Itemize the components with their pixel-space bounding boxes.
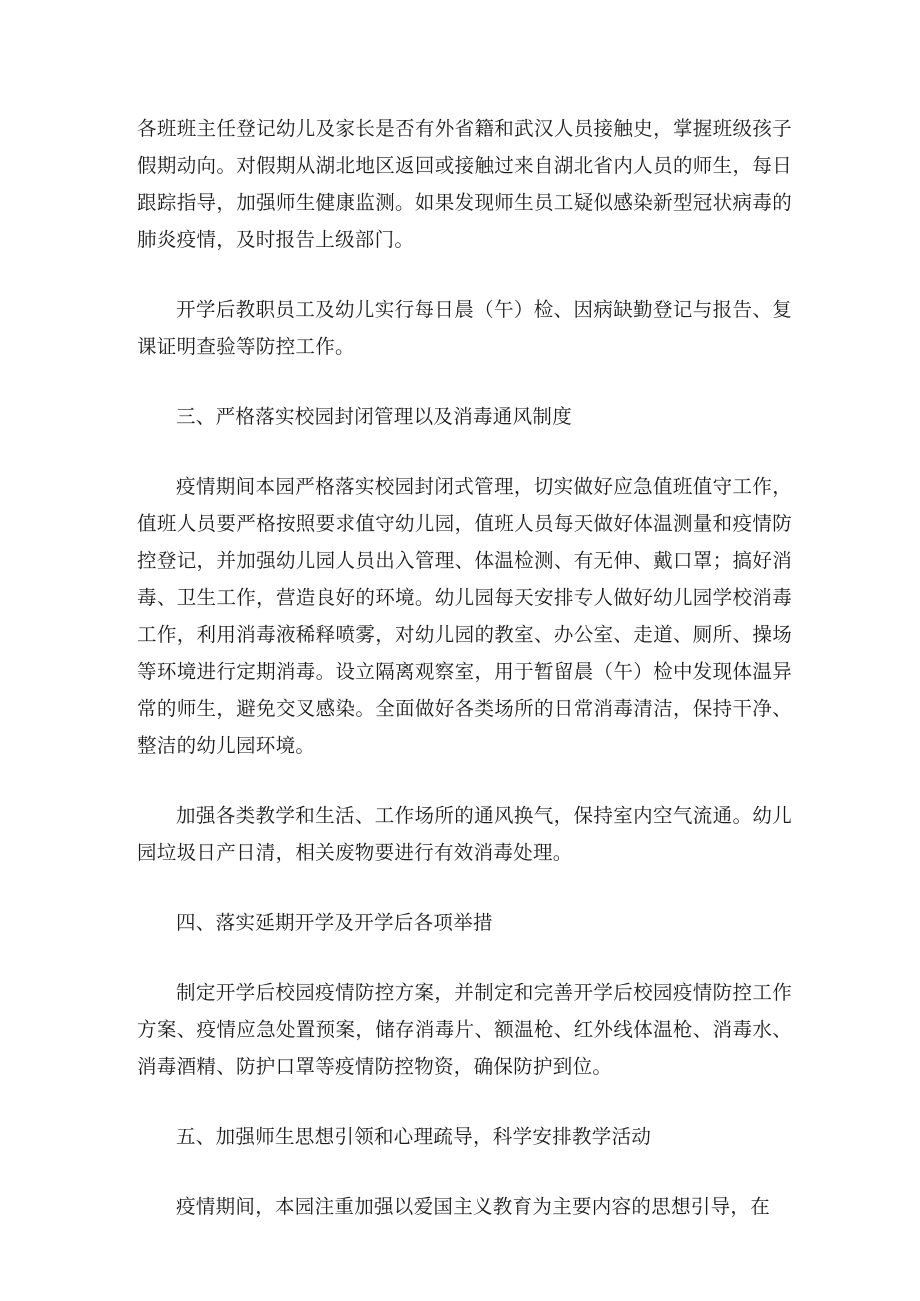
paragraph-gap — [137, 258, 792, 291]
paragraph-gap — [137, 941, 792, 974]
paragraph-closed-management: 疫情期间本园严格落实校园封闭式管理，切实做好应急值班值守工作，值班人员要严格按照要求值守幼儿园，值班人员每天做好体温测量和疫情防控登记，并加强幼儿园人员出入管理、体温检测、有无伸、戴口罩；搞好消毒、卫生工作，营造良好的环境。幼儿园每天安排专人做好幼儿园学校消毒工作，利用消毒液稀释喷雾，对幼儿园的教室、办公室、走道、厕所、操场等环境进行定期消毒。设立隔离观察室，用于暂留晨（午）检中发现体温异常的师生，避免交叉感染。全面做好各类场所的日常消毒清洁，保持干净、整洁的幼儿园环境。 — [137, 475, 792, 757]
paragraph-gap — [137, 1085, 792, 1118]
paragraph-class-teacher-registration: 各班班主任登记幼儿及家长是否有外省籍和武汉人员接触史，掌握班级孩子假期动向。对假期从湖北地区返回或接触过来自湖北省内人员的师生，每日跟踪指导，加强师生健康监测。如果发现师生员工疑似感染新型冠状病毒的肺炎疫情，及时报告上级部门。 — [137, 117, 792, 251]
paragraph-gap — [137, 1155, 792, 1188]
paragraph-gap — [137, 365, 792, 398]
paragraph-gap — [137, 435, 792, 468]
paragraph-gap — [137, 871, 792, 904]
paragraph-patriotic-education: 疫情期间，本园注重加强以爱国主义教育为主要内容的思想引导，在 — [176, 1195, 771, 1218]
paragraph-ventilation: 加强各类教学和生活、工作场所的通风换气，保持室内空气流通。幼儿园垃圾日产日清，相关废物要进行有效消毒处理。 — [137, 804, 792, 864]
section-heading-3: 三、严格落实校园封闭管理以及消毒通风制度 — [176, 405, 573, 428]
paragraph-prevention-plan: 制定开学后校园疫情防控方案，并制定和完善开学后校园疫情防控工作方案、疫情应急处置预案，储存消毒片、额温枪、红外线体温枪、消毒水、消毒酒精、防护口罩等疫情防控物资，确保防护到位。 — [137, 981, 792, 1078]
paragraph-gap — [137, 764, 792, 797]
document-page — [137, 110, 792, 1225]
section-heading-4: 四、落实延期开学及开学后各项举措 — [176, 911, 493, 934]
section-heading-5: 五、加强师生思想引领和心理疏导，科学安排教学活动 — [176, 1125, 652, 1148]
paragraph-morning-check: 开学后教职员工及幼儿实行每日晨（午）检、因病缺勤登记与报告、复课证明查验等防控工作。 — [137, 298, 792, 358]
